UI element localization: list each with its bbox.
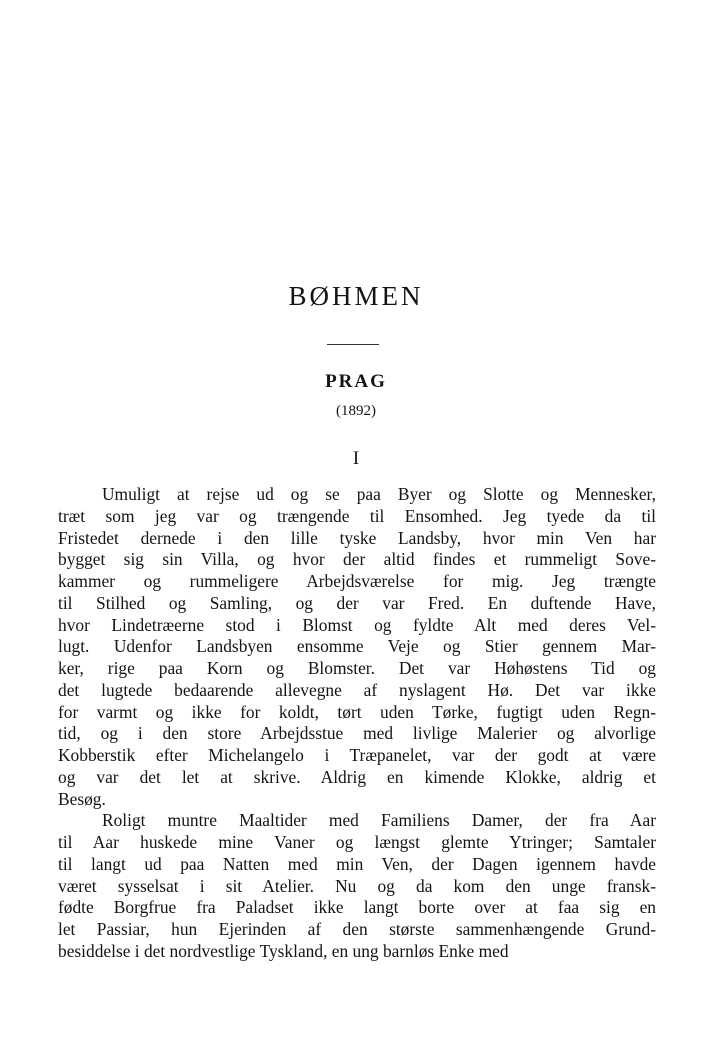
text-line: Umuligt at rejse ud og se paa Byer og Slotte og Mennesker,: [102, 484, 656, 504]
text-line: besiddelse i det nordvestlige Tyskland, en ung barnløs Enke med: [58, 940, 509, 961]
title-divider: [327, 344, 379, 345]
text-line: været sysselsat i sit Atelier. Nu og da kom den unge fransk-: [58, 875, 656, 896]
text-line: til langt ud paa Natten med min Ven, der Dagen igennem havde: [58, 853, 656, 874]
text-line: ker, rige paa Korn og Blomster. Det var Høhøstens Tid og: [58, 658, 656, 678]
text-line: kammer og rummeligere Arbejdsværelse for mig. Jeg trængte: [58, 571, 656, 591]
part-number: I: [352, 448, 360, 469]
body-text: [58, 484, 656, 963]
text-line: det lugtede bedaarende allevegne af nyslagent Hø. Det var ikke: [58, 679, 656, 700]
chapter-title: BØHMEN: [288, 281, 424, 311]
text-line: Besøg.: [58, 788, 106, 809]
text-line: Fristedet dernede i den lille tyske Landsby, hvor min Ven har: [58, 527, 656, 548]
text-line: fødte Borgfrue fra Paladset ikke langt borte over at faa sig en: [58, 897, 656, 918]
text-line: træt som jeg var og trængende til Ensomhed. Jeg tyede da til: [58, 505, 656, 526]
text-line: til Aar huskede mine Vaner og længst glemte Ytringer; Samtaler: [58, 832, 656, 852]
text-line: Kobberstik efter Michelangelo i Træpanelet, var der godt at være: [58, 745, 656, 765]
text-line: og var det let at skrive. Aldrig en kimende Klokke, aldrig et: [58, 766, 656, 787]
text-line: let Passiar, hun Ejerinden af den største sammenhængende Grund-: [58, 919, 656, 939]
text-line: hvor Lindetræerne stod i Blomst og fyldte Alt med deres Vel-: [58, 614, 656, 635]
text-line: bygget sig sin Villa, og hvor der altid findes et rummeligt Sove-: [58, 549, 656, 570]
text-line: til Stilhed og Samling, og der var Fred. En duftende Have,: [58, 592, 656, 613]
text-line: Roligt muntre Maaltider med Familiens Damer, der fra Aar: [102, 810, 656, 831]
section-year: (1892): [336, 403, 376, 419]
text-line: for varmt og ikke for koldt, tørt uden Tørke, fugtigt uden Regn-: [58, 701, 656, 722]
text-line: lugt. Udenfor Landsbyen ensomme Veje og Stier gennem Mar-: [58, 636, 656, 657]
section-title: PRAG: [325, 371, 387, 392]
text-line: tid, og i den store Arbejdsstue med livlige Malerier og alvorlige: [58, 723, 656, 744]
